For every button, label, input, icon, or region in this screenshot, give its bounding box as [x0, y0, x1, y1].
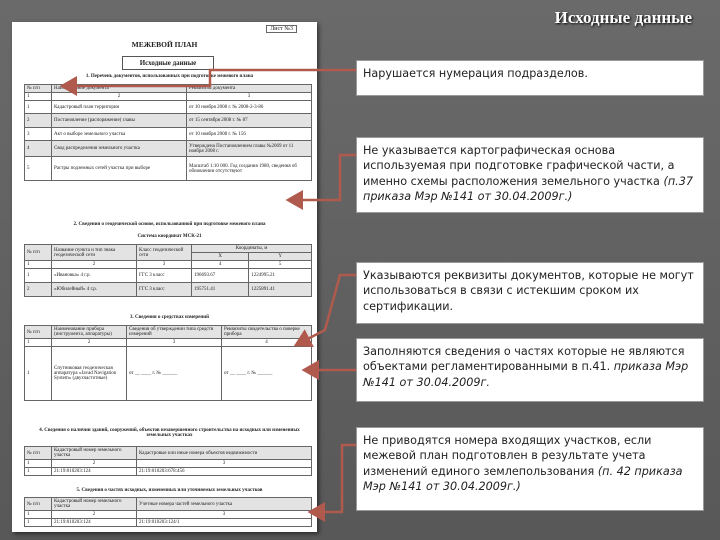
callout-text: Не приводятся номера входящих участков, если межевой план подготовлен в результате учета изменений единого землепользования — [363, 434, 652, 478]
table-cell: от __ ____ г. № ______ — [127, 347, 222, 401]
callout-text: Нарушается нумерация подразделов. — [363, 67, 588, 80]
table-cell: от __ ____ г. № ______ — [222, 347, 312, 401]
table-cell: Спутниковая геодезическая аппаратура «Javad Navigation System» (двухчастотные) — [52, 347, 127, 401]
table-header: X — [192, 253, 249, 261]
table-cell: 3 — [127, 339, 222, 347]
document-title: МЕЖЕВОЙ ПЛАН — [131, 40, 198, 49]
table-cell: Растры подземных сетей участка при выборе — [52, 157, 187, 181]
table-cell: 2 — [52, 93, 187, 101]
table-cell: 5 — [25, 157, 52, 181]
table-cell: 3 — [25, 128, 52, 141]
table-cell: Кадастровый план территории — [52, 101, 187, 114]
callout-5 — [356, 427, 704, 511]
callout-reference: (п. 42 приказа Мэр №141 от 30.04.2009г.) — [363, 464, 683, 494]
table-cell: 5 — [249, 261, 312, 269]
table-cell: 2 — [52, 261, 137, 269]
table-cell: ГГС 3 класс — [137, 269, 192, 283]
table-header: Реквизиты документа — [187, 85, 312, 93]
table-cell: «Ивановка» 4 г.р. — [52, 269, 137, 283]
document-image — [12, 22, 317, 532]
callout-2 — [356, 137, 704, 213]
section2-table — [24, 244, 312, 297]
table-cell: 4 — [192, 261, 249, 269]
callout-text: Заполняются сведения о частях которые не являются объектами регламентированными в п.41. — [363, 345, 685, 374]
callout-text: Указываются реквизиты документов, которые не могут использоваться в связи с истекшим сроком их сертификации. — [363, 269, 694, 313]
table-cell: 21:19:010203:124 — [52, 468, 137, 476]
table-cell: 196693.67 — [192, 269, 249, 283]
table-cell: 1225891.41 — [249, 283, 312, 297]
table-cell: 2 — [52, 339, 127, 347]
section4-heading: 4. Сведения о наличии зданий, сооружений, объектов незавершенного строительства на исходных или измененных земельных участках — [39, 428, 300, 438]
table-header: № п/п — [25, 326, 52, 339]
section3-table — [24, 325, 312, 401]
table-cell: 1 — [25, 511, 52, 519]
table-header: Координаты, м — [192, 245, 312, 253]
table-cell: 195751.41 — [192, 283, 249, 297]
table-header: Y — [249, 253, 312, 261]
table-cell: 1 — [25, 519, 52, 527]
callout-4 — [356, 338, 704, 402]
table-cell: 21:19:010203:678:456 — [137, 468, 312, 476]
table-cell: Масштаб 1:10 000. Год создания 1980, сведения об обновлении отсутствуют — [187, 157, 312, 181]
table-header: № п/п — [25, 498, 52, 511]
table-cell: Постановление (распоряжение) главы — [52, 114, 187, 128]
table-cell: 1 — [25, 339, 52, 347]
table-cell: от 10 ноября 2008 г. № 2008-2-3-86 — [187, 101, 312, 114]
table-cell: 2 — [52, 511, 137, 519]
table-header: Кадастровые или иные номера объектов недвижимости — [137, 447, 312, 460]
table-cell: 1 — [25, 460, 52, 468]
table-cell: 21:19:010203:124 — [52, 519, 137, 527]
table-cell: от 15 сентября 2008 г. № 87 — [187, 114, 312, 128]
table-cell: «Юбилейный» 4 г.р. — [52, 283, 137, 297]
table-cell: 1 — [25, 269, 52, 283]
table-cell: Утверждена Постановлением главы №2069 от 11 ноября 2008 г. — [187, 141, 312, 157]
table-cell: 1224995.21 — [249, 269, 312, 283]
section5-table — [24, 497, 312, 527]
table-cell: 1 — [25, 261, 52, 269]
table-header: № п/п — [25, 245, 52, 261]
table-header: Название пункта и тип знака геодезической сети — [52, 245, 137, 261]
table-cell: 1 — [25, 93, 52, 101]
callout-reference: (п.37 приказа Мэр №141 от 30.04.2009г.) — [363, 174, 693, 204]
table-header: № п/п — [25, 85, 52, 93]
coordinate-system: Система координат МСК-21 — [137, 234, 202, 239]
callout-3 — [356, 262, 704, 324]
table-cell: 2 — [25, 114, 52, 128]
table-cell: 1 — [25, 468, 52, 476]
table-header: Кадастровый номер земельного участка — [52, 447, 137, 460]
sheet-number: Лист №3 — [266, 25, 297, 33]
section5-heading: 5. Сведения о частях исходных, измененных или уточняемых земельных участков — [76, 488, 263, 493]
table-header: Кадастровый номер земельного участка — [52, 498, 137, 511]
table-header: Наименование прибора (инструмента, аппаратуры) — [52, 326, 127, 339]
table-cell: 4 — [25, 141, 52, 157]
section4-table — [24, 446, 312, 476]
table-cell: от 10 ноября 2008 г. № 156 — [187, 128, 312, 141]
table-header: Учетные номера частей земельного участка — [137, 498, 312, 511]
table-cell: 3 — [187, 93, 312, 101]
table-cell: 2 — [52, 460, 137, 468]
table-cell: 21:19:010203:124/1 — [137, 519, 312, 527]
table-cell: Свод распределения земельного участка — [52, 141, 187, 157]
table-cell: 4 — [222, 339, 312, 347]
section1-table — [24, 84, 312, 181]
table-header: Наименование документа — [52, 85, 187, 93]
callout-reference: приказа Мэр №141 от 30.04.2009г. — [363, 360, 689, 389]
section2-heading: 2. Сведения о геодезической основе, использованной при подготовке межевого плана — [73, 222, 266, 227]
table-cell: 3 — [137, 261, 192, 269]
table-cell: 3 — [137, 460, 312, 468]
table-cell: ГГС 3 класс — [137, 283, 192, 297]
table-cell: 1 — [25, 347, 52, 401]
slide-title: Исходные данные — [554, 8, 692, 27]
callout-text: Не указывается картографическая основа используемая при подготовке графической части, а именно схемы расположения земельного участка — [363, 144, 675, 188]
table-cell: 2 — [25, 283, 52, 297]
callout-1 — [356, 60, 704, 96]
table-header: № п/п — [25, 447, 52, 460]
table-cell: Акт о выборе земельного участка — [52, 128, 187, 141]
section1-heading: 1. Перечень документов, использованных при подготовке межевого плана — [85, 74, 254, 79]
document-subtitle: Исходные данные — [122, 56, 214, 70]
table-header: Сведения об утверждении типа средств измерений — [127, 326, 222, 339]
table-cell: 3 — [137, 511, 312, 519]
table-cell: 1 — [25, 101, 52, 114]
table-header: Класс геодезической сети — [137, 245, 192, 261]
section3-heading: 3. Сведения о средствах измерений — [129, 315, 210, 320]
table-header: Реквизиты свидетельства о поверке прибора — [222, 326, 312, 339]
